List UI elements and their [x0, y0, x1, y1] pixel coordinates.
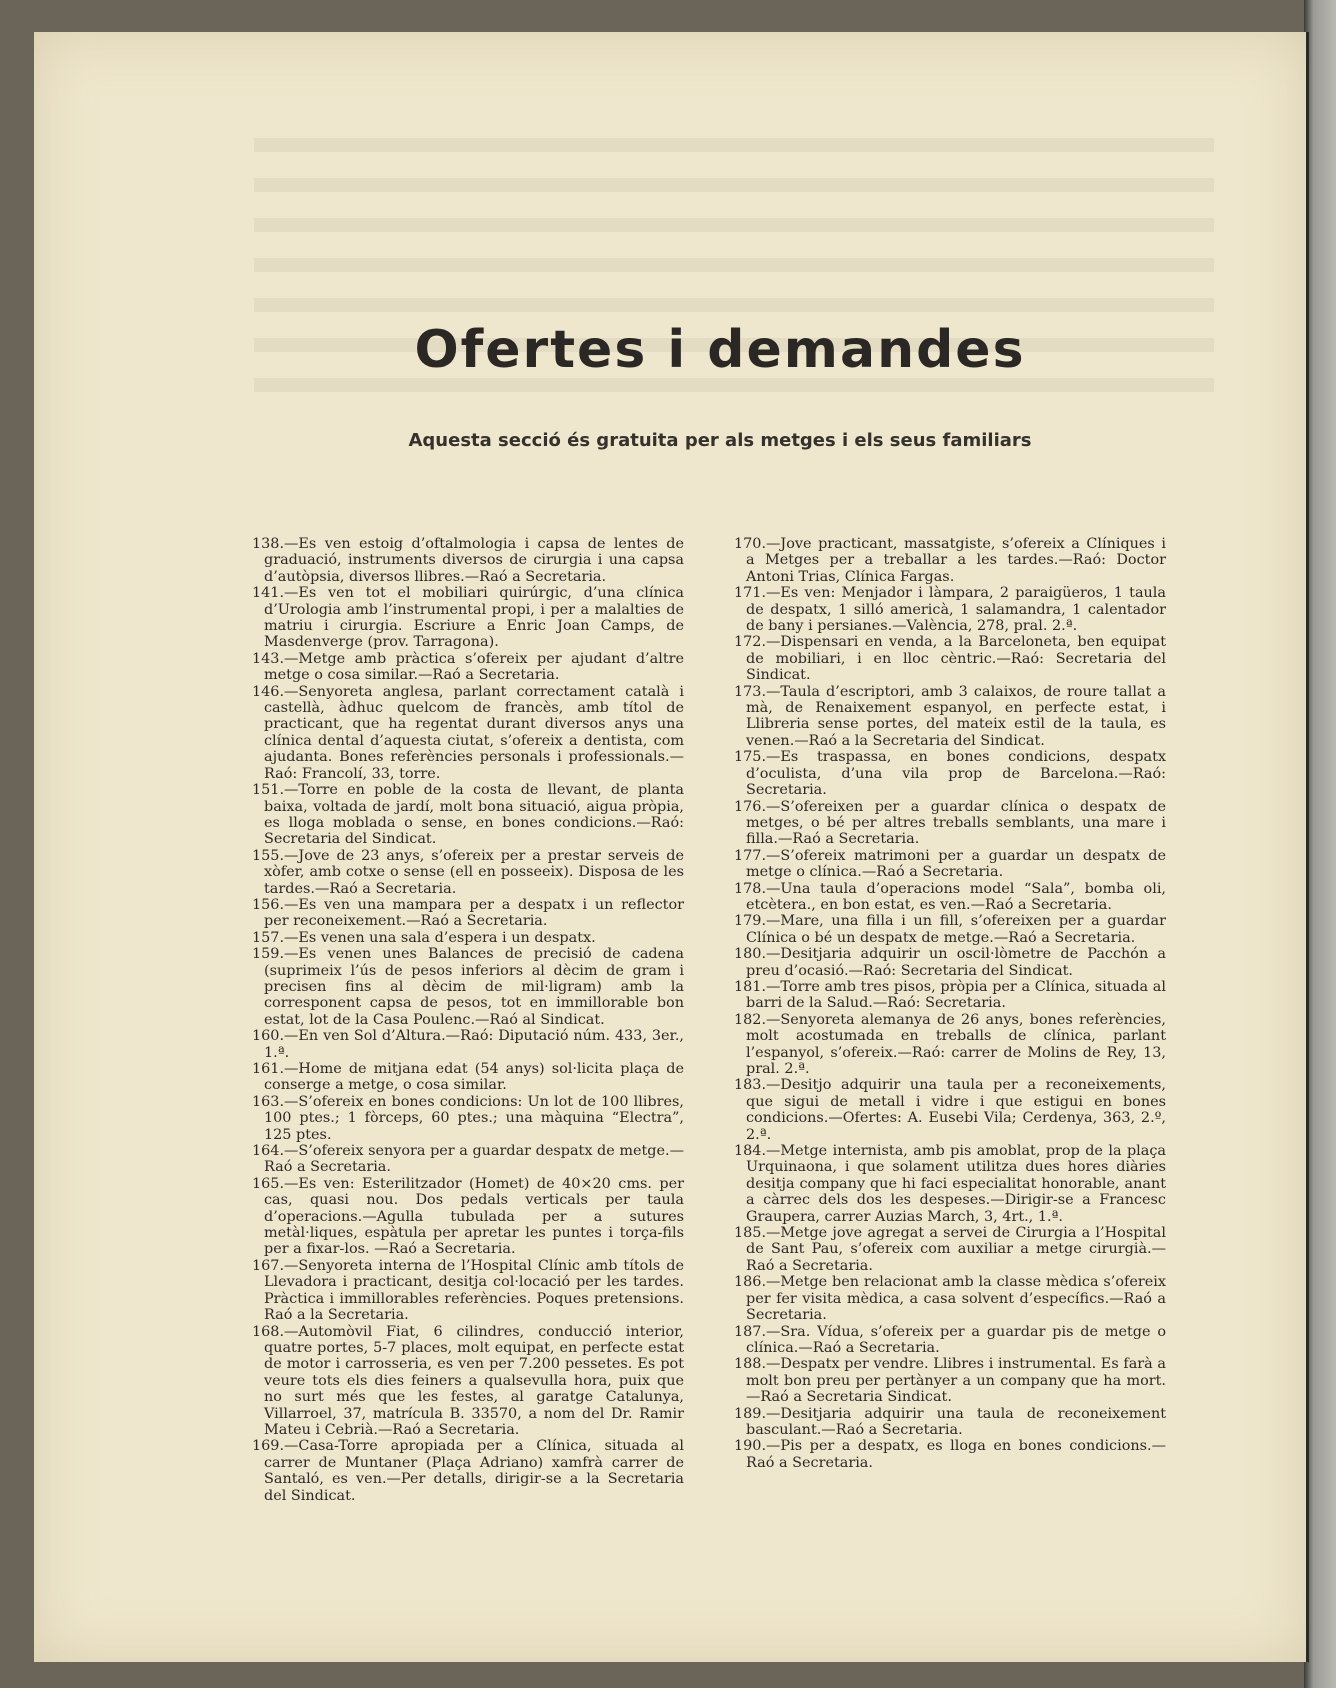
classified-ad: 168.—Automòvil Fiat, 6 cilindres, conducció interior, quatre portes, 5-7 places, molt equipat, en perfecte estat de motor i carrosseria, es ven per 7.200 pessetes. Es pot veure tots els dies feiners a qualsevulla hora, puix que no surt més que les festes, al garatge Catalunya, Villarroel, 37, matrícula B. 33570, a nom del Dr. Ramir Mateu i Cebrià.—Raó a Secretaria.	[252, 1323, 684, 1438]
classified-ad: 151.—Torre en poble de la costa de llevant, de planta baixa, voltada de jardí, molt bona situació, aigua pròpia, es lloga moblada o sense, en bones condicions.—Raó: Secretaria del Sindicat.	[252, 782, 684, 848]
classified-ad: 160.—En ven Sol d’Altura.—Raó: Diputació núm. 433, 3er., 1.ª.	[252, 1028, 684, 1061]
classified-ad: 175.—Es traspassa, en bones condicions, despatx d’oculista, d’una vila prop de Barcelona.—Raó: Secretaria.	[734, 749, 1166, 799]
page-subtitle: Aquesta secció és gratuita per als metges i els seus familiars	[408, 430, 1032, 451]
classified-ad: 178.—Una taula d’operacions model “Sala”, bomba oli, etcètera., en bon estat, es ven.—Raó a Secretaria.	[734, 880, 1166, 913]
classified-ad: 183.—Desitjo adquirir una taula per a reconeixements, que sigui de metall i vidre i que estigui en bones condicions.—Ofertes: A. Eusebi Vila; Cerdenya, 363, 2.º, 2.ª.	[734, 1077, 1166, 1143]
classified-ad: 180.—Desitjaria adquirir un oscil·lòmetre de Pacchón a preu d’ocasió.—Raó: Secretaria del Sindicat.	[734, 946, 1166, 979]
classified-ad: 187.—Sra. Vídua, s’ofereix per a guardar pis de metge o clínica.—Raó a Secretaria.	[734, 1323, 1166, 1356]
classified-ad: 157.—Es venen una sala d’espera i un despatx.	[252, 929, 596, 946]
classified-ad: 159.—Es venen unes Balances de precisió de cadena (suprimeix l’ús de pesos inferiors al dècim de gram i precisen fins al dècim de mil·ligram) amb la corresponent capsa de pesos, tot en immillorable bon estat, lot de la Casa Poulenc.—Raó al Sindicat.	[252, 946, 684, 1028]
classified-ad: 138.—Es ven estoig d’oftalmologia i capsa de lentes de graduació, instruments diversos de cirurgia i una capsa d’autòpsia, diversos llibres.—Raó a Secretaria.	[252, 536, 684, 585]
classified-ad: 181.—Torre amb tres pisos, pròpia per a Clínica, situada al barri de la Salud.—Raó: Secretaria.	[734, 978, 1166, 1012]
classified-ad: 161.—Home de mitjana edat (54 anys) sol·licita plaça de conserge a metge, o cosa similar.	[252, 1061, 684, 1094]
classified-ad: 176.—S’ofereixen per a guardar clínica o despatx de metges, o bé per altres treballs semblants, una mare i filla.—Raó a Secretaria.	[734, 798, 1166, 848]
classified-ad: 141.—Es ven tot el mobiliari quirúrgic, d’una clínica d’Urologia amb l’instrumental propi, i per a malalties de matriu i cirurgia. Escriure a Enric Joan Camps, de Masdenverge (prov. Tarragona).	[252, 585, 684, 651]
classified-ad: 171.—Es ven: Menjador i làmpara, 2 paraigüeros, 1 taula de despatx, 1 silló americà, 1 salamandra, 1 calentador de bany i persianes.—València, 278, pral. 2.ª.	[734, 585, 1166, 635]
classified-ad: 170.—Jove practicant, massatgiste, s’ofereix a Clíniques i a Metges per a treballar a les tardes.—Raó: Doctor Antoni Trias, Clínica Fargas.	[734, 536, 1166, 585]
classified-ad: 146.—Senyoreta anglesa, parlant correctament català i castellà, àdhuc quelcom de francès, amb títol de practicant, que ha regentat durant diversos anys una clínica dental d’aquesta ciutat, s’ofereix a dentista, com ajudanta. Bones referències personals i professionals.—Raó: Francolí, 33, torre.	[252, 683, 684, 782]
classified-ad: 164.—S’ofereix senyora per a guardar despatx de metge.—Raó a Secretaria.	[252, 1143, 684, 1176]
classified-ad: 182.—Senyoreta alemanya de 26 anys, bones referències, molt acostumada en treballs de clínica, parlant l’espanyol, s’ofereix.—Raó: carrer de Molins de Rey, 13, pral. 2.ª.	[734, 1011, 1166, 1077]
classified-ad: 156.—Es ven una mampara per a despatx i un reflector per reconeixement.—Raó a Secretaria.	[252, 896, 684, 930]
classified-ad: 173.—Taula d’escriptori, amb 3 calaixos, de roure tallat a mà, de Renaixement espanyol, en perfecte estat, i Llibreria sense portes, del mateix estil de la taula, es venen.—Raó a la Secretaria del Sindicat.	[734, 683, 1166, 749]
classified-ad: 179.—Mare, una filla i un fill, s’ofereixen per a guardar Clínica o bé un despatx de metge.—Raó a Secretaria.	[734, 913, 1166, 946]
classified-ad: 177.—S’ofereix matrimoni per a guardar un despatx de metge o clínica.—Raó a Secretaria.	[734, 847, 1166, 881]
classified-ad: 190.—Pis per a despatx, es lloga en bones condicions.—Raó a Secretaria.	[734, 1438, 1166, 1471]
classified-ad: 185.—Metge jove agregat a servei de Cirurgia a l’Hospital de Sant Pau, s’ofereix com auxiliar a metge cirurgià.—Raó a Secretaria.	[734, 1225, 1166, 1274]
classified-ad: 163.—S’ofereix en bones condicions: Un lot de 100 llibres, 100 ptes.; 1 fòrceps, 60 ptes.; una màquina “Electra”, 125 ptes.	[252, 1093, 684, 1143]
right-column	[734, 536, 1166, 1471]
page-title: Ofertes i demandes	[414, 320, 1026, 380]
classified-ad: 155.—Jove de 23 anys, s’ofereix per a prestar serveis de xòfer, amb cotxe o sense (ell en posseeix). Disposa de les tardes.—Raó a Secretaria.	[252, 847, 684, 897]
classified-ad: 165.—Es ven: Esterilitzador (Homet) de 40×20 cms. per cas, quasi nou. Dos pedals verticals per taula d’operacions.—Agulla tubulada per a sutures metàl·liques, espàtula per apretar les puntes i torça-fils per a fixar-los. —Raó a Secretaria.	[252, 1175, 684, 1258]
classified-ad: 167.—Senyoreta interna de l’Hospital Clínic amb títols de Llevadora i practicant, desitja col·locació per les tardes. Pràctica i immillorables referències. Poques pretensions. Raó a la Secretaria.	[252, 1257, 684, 1324]
classified-ad: 169.—Casa-Torre apropiada per a Clínica, situada al carrer de Muntaner (Plaça Adriano) xamfrà carrer de Santaló, es ven.—Per detalls, dirigir-se a la Secretaria del Sindicat.	[252, 1438, 684, 1504]
classified-ad: 172.—Dispensari en venda, a la Barceloneta, ben equipat de mobiliari, i en lloc cèntric.—Raó: Secretaria del Sindicat.	[734, 634, 1166, 684]
left-column	[252, 536, 684, 1504]
classified-ad: 184.—Metge internista, amb pis amoblat, prop de la plaça Urquinaona, i que solament utilitza dues hores diàries desitja company que hi faci especialitat honorable, anant a càrrec dels dos les despeses.—Dirigir-se a Francesc Graupera, carrer Auzias March, 3, 4rt., 1.ª.	[734, 1143, 1166, 1225]
classified-ad: 189.—Desitjaria adquirir una taula de reconeixement basculant.—Raó a Secretaria.	[734, 1405, 1166, 1438]
classified-ad: 188.—Despatx per vendre. Llibres i instrumental. Es farà a molt bon preu per pertànyer a un company que ha mort.—Raó a Secretaria Sindicat.	[734, 1356, 1166, 1406]
classified-ad: 186.—Metge ben relacionat amb la classe mèdica s’ofereix per fer visita mèdica, a casa solvent d’específics.—Raó a Secretaria.	[734, 1274, 1166, 1324]
classified-ad: 143.—Metge amb pràctica s’ofereix per ajudant d’altre metge o cosa similar.—Raó a Secretaria.	[252, 650, 684, 684]
